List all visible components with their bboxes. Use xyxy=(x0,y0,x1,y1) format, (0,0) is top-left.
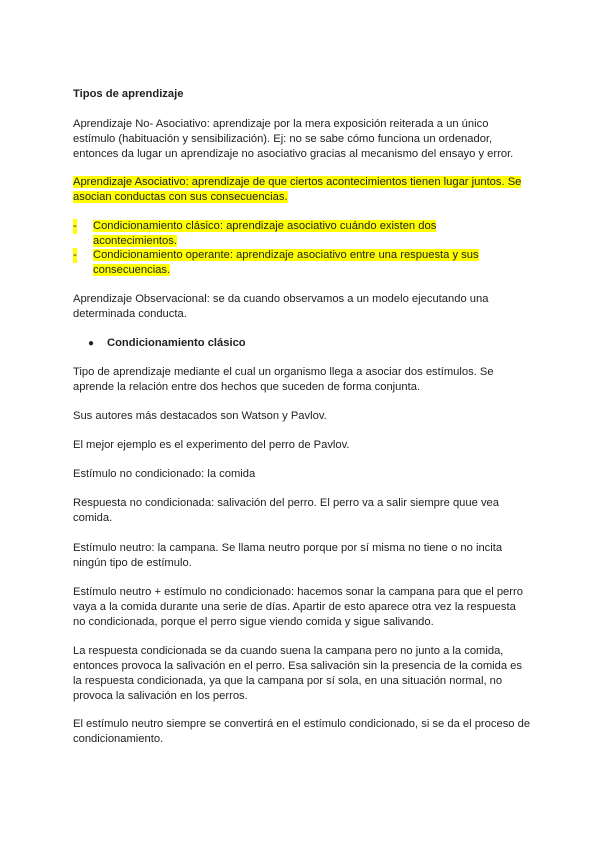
text-line: El estímulo neutro siempre se convertirá en el estímulo condicionado, si se da el proceso de xyxy=(73,718,531,730)
text-line: ningún tipo de estímulo. xyxy=(73,557,192,569)
dash-marker: - xyxy=(73,249,77,261)
text-line: estímulo (habituación y sensibilización). Ej: no se sabe cómo funciona un ordenador, xyxy=(73,133,493,145)
paragraph xyxy=(73,717,533,747)
page-title: Tipos de aprendizaje xyxy=(73,88,184,100)
text-line: vaya a la comida durante una serie de días. Apartir de esto aparece otra vez la respuesta xyxy=(73,601,516,613)
text-line: Aprendizaje No- Asociativo: aprendizaje por la mera exposición reiterada a un único xyxy=(73,118,489,130)
bullet-icon: ● xyxy=(88,338,95,349)
section-title: Condicionamiento clásico xyxy=(107,337,246,349)
paragraph xyxy=(73,541,533,571)
highlighted-text: Condicionamiento clásico: aprendizaje asociativo cuándo existen dos xyxy=(93,220,437,232)
text-line: Estímulo no condicionado: la comida xyxy=(73,468,256,480)
text-line: entonces da lugar un aprendizaje no asociativo gracias al mecanismo del ensayo y error. xyxy=(73,148,514,160)
text-line: Estímulo neutro + estímulo no condicionado: hacemos sonar la campana para que el perro xyxy=(73,586,523,598)
highlighted-text: consecuencias. xyxy=(93,264,171,276)
paragraph xyxy=(73,409,533,424)
paragraph-asociativo-highlighted xyxy=(73,175,533,205)
highlighted-text: asocian conductas con sus consecuencias. xyxy=(73,191,288,203)
paragraph-observacional xyxy=(73,292,533,322)
text-line: Respuesta no condicionada: salivación del perro. El perro va a salir siempre quue vea xyxy=(73,497,499,509)
text-line: condicionamiento. xyxy=(73,733,164,745)
dash-list-item-clasico xyxy=(73,219,523,249)
highlighted-text: Condicionamiento operante: aprendizaje asociativo entre una respuesta y sus xyxy=(93,249,479,261)
highlighted-text: acontecimientos. xyxy=(93,235,177,247)
paragraph xyxy=(73,644,533,704)
paragraph xyxy=(73,438,533,453)
text-line: comida. xyxy=(73,512,113,524)
paragraph xyxy=(73,365,533,395)
text-line: determinada conducta. xyxy=(73,308,187,320)
paragraph xyxy=(73,467,533,482)
paragraph xyxy=(73,496,533,526)
text-line: aprende la relación entre dos hechos que suceden de forma conjunta. xyxy=(73,381,421,393)
highlighted-text: Aprendizaje Asociativo: aprendizaje de que ciertos acontecimientos tienen lugar juntos. Se xyxy=(73,176,522,188)
text-line: provoca la salivación en los perros. xyxy=(73,690,248,702)
text-line: El mejor ejemplo es el experimento del perro de Pavlov. xyxy=(73,439,350,451)
text-line: Aprendizaje Observacional: se da cuando observamos a un modelo ejecutando una xyxy=(73,293,489,305)
dash-list-item-operante xyxy=(73,248,523,278)
text-line: La respuesta condicionada se da cuando suena la campana pero no junto a la comida, xyxy=(73,645,504,657)
text-line: Tipo de aprendizaje mediante el cual un organismo llega a asociar dos estímulos. Se xyxy=(73,366,494,378)
paragraph-no-asociativo xyxy=(73,117,533,162)
text-line: Sus autores más destacados son Watson y Pavlov. xyxy=(73,410,327,422)
dash-marker: - xyxy=(73,220,77,232)
paragraph xyxy=(73,585,533,630)
text-line: entonces provoca la salivación en el perro. Esa salivación sin la presencia de la comida es xyxy=(73,660,522,672)
text-line: Estímulo neutro: la campana. Se llama neutro porque por sí misma no tiene o no incita xyxy=(73,542,503,554)
text-line: no condicionada, porque el perro sigue viendo comida y sigue salivando. xyxy=(73,616,434,628)
text-line: la respuesta condicionada, ya que la campana por sí sola, en una situación normal, no xyxy=(73,675,503,687)
